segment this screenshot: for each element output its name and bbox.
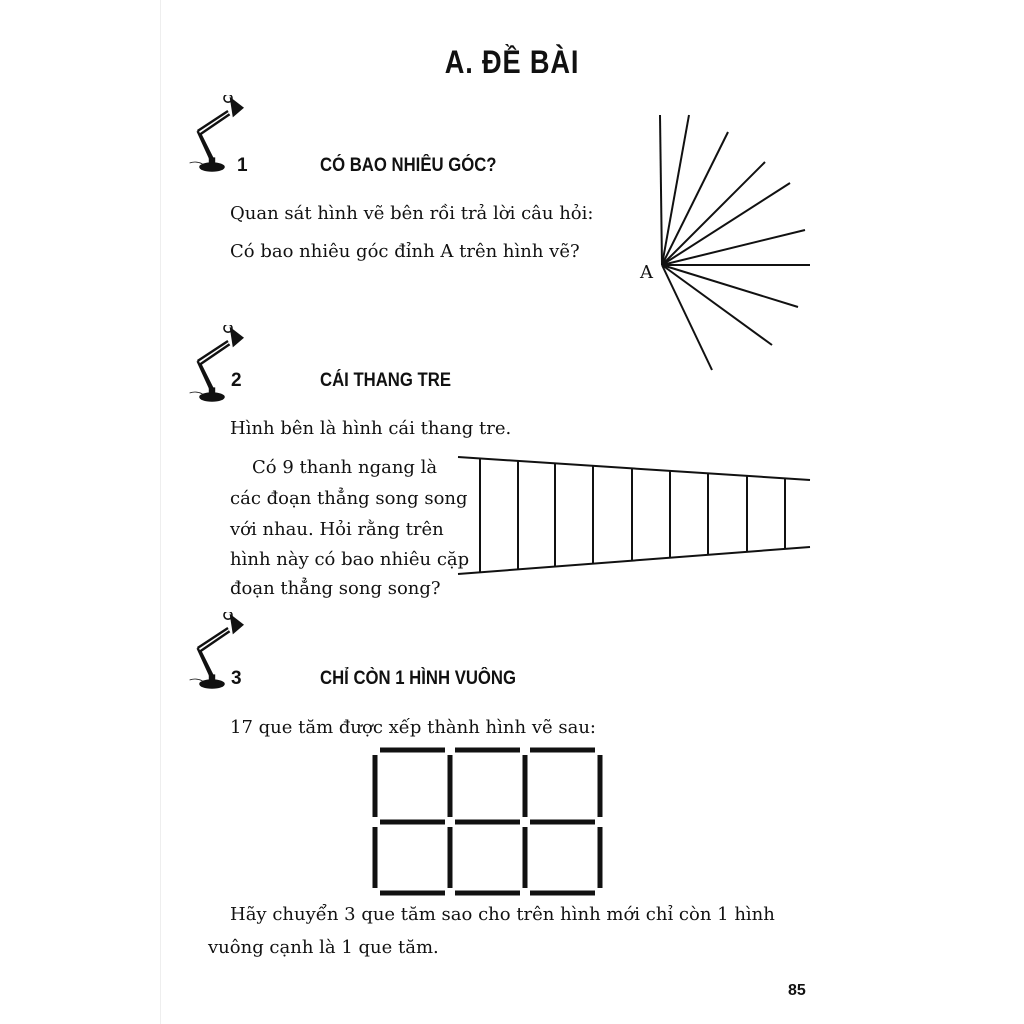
problem-text: đoạn thẳng song song? — [230, 578, 441, 599]
problem-text: các đoạn thẳng song song — [230, 488, 468, 509]
problem-text: Có bao nhiêu góc đỉnh A trên hình vẽ? — [230, 241, 580, 262]
problem-heading: CÁI THANG TRE — [320, 370, 451, 391]
problem-number: 2 — [231, 370, 242, 391]
problem-heading: CHỈ CÒN 1 HÌNH VUÔNG — [320, 668, 517, 689]
problem-number: 3 — [231, 668, 242, 689]
problem-text: 17 que tăm được xếp thành hình vẽ sau: — [230, 717, 596, 738]
problem-text: Quan sát hình vẽ bên rồi trả lời câu hỏi: — [230, 203, 594, 224]
page-title: A. ĐỀ BÀI — [444, 44, 580, 80]
problem-text: hình này có bao nhiêu cặp — [230, 549, 470, 570]
angle-rays-figure — [660, 115, 810, 370]
problem-text: với nhau. Hỏi rằng trên — [230, 519, 444, 540]
problem-text: Hình bên là hình cái thang tre. — [230, 418, 512, 439]
problem-heading: CÓ BAO NHIÊU GÓC? — [320, 155, 497, 176]
problem-number: 1 — [237, 155, 248, 176]
page-number: 85 — [788, 982, 806, 999]
problem-text: Hãy chuyển 3 que tăm sao cho trên hình mới chỉ còn 1 hình — [230, 904, 775, 925]
problem-text: Có 9 thanh ngang là — [252, 457, 438, 478]
vertex-label: A — [640, 262, 653, 283]
problem-text: vuông cạnh là 1 que tăm. — [208, 937, 439, 958]
matchstick-figure — [375, 750, 600, 893]
ladder-figure — [458, 457, 810, 574]
